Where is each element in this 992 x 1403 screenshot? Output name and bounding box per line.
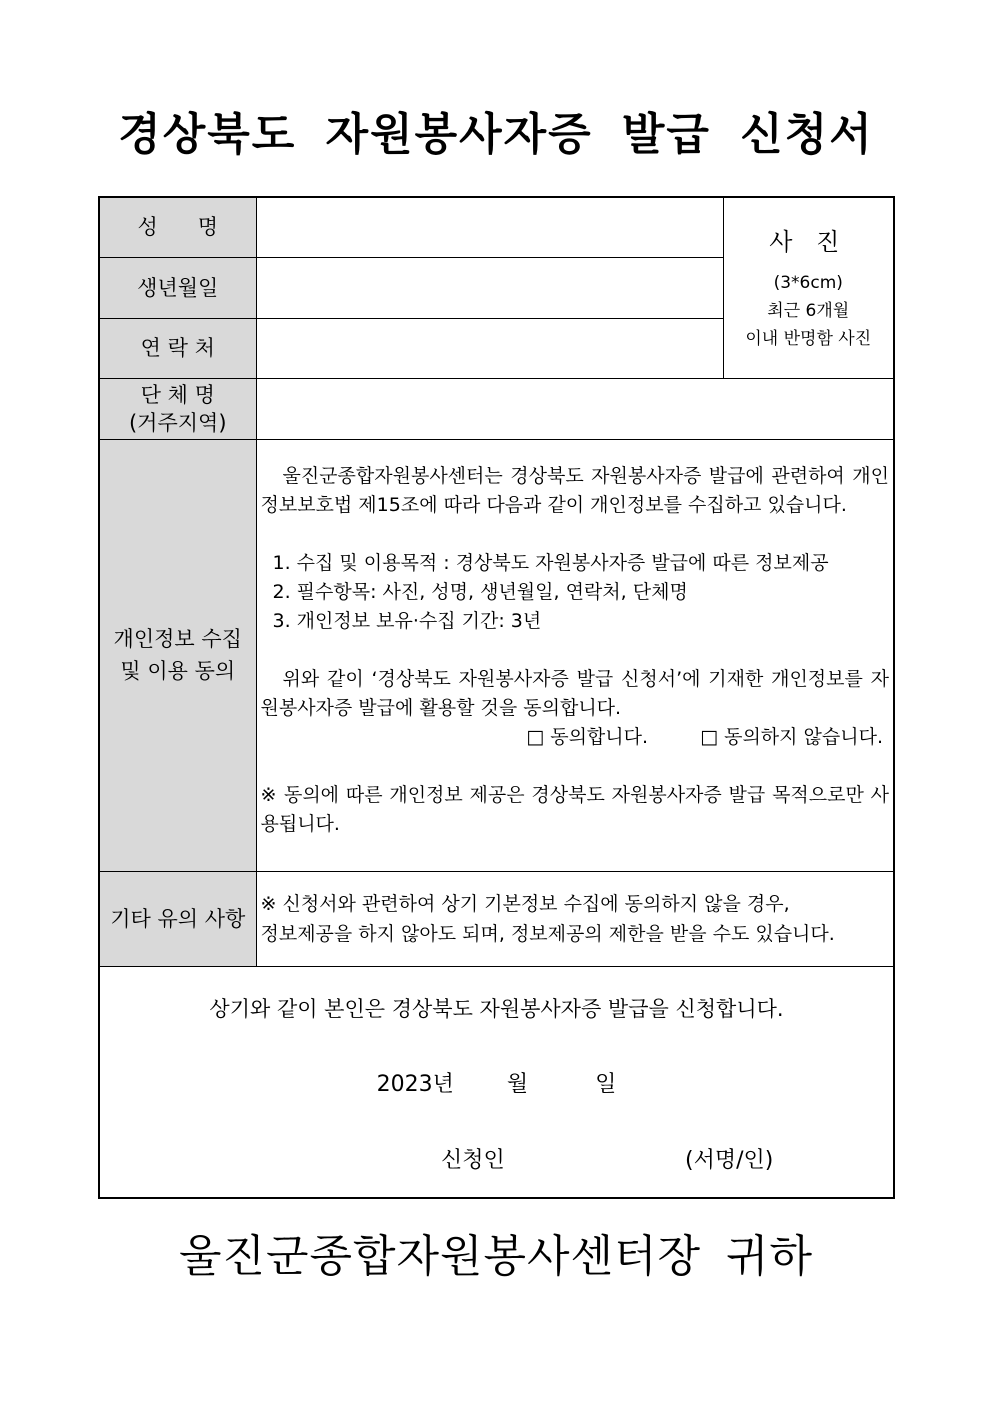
- consent-content: [256, 439, 894, 871]
- consent-label-line-2: 및 이용 동의: [120, 659, 236, 683]
- applicant-label: 신청인: [441, 1147, 505, 1173]
- consent-checkboxes: [261, 723, 890, 752]
- photo-title: 사 진: [769, 228, 848, 257]
- consent-footnote: ※ 동의에 따른 개인정보 제공은 경상북도 자원봉사자증 발급 목적으로만 사용됩니다.: [260, 783, 889, 835]
- group-label: [99, 378, 256, 439]
- notes-line-1: ※ 신청서와 관련하여 상기 기본정보 수집에 동의하지 않을 경우,: [260, 892, 790, 915]
- contact-field[interactable]: [256, 318, 723, 378]
- consent-label: [99, 439, 256, 871]
- application-date: [100, 1067, 893, 1098]
- birth-field[interactable]: [256, 257, 723, 318]
- agree-checkbox[interactable]: □ 동의합니다.: [526, 725, 649, 748]
- recipient-footer: 울진군종합자원봉사센터장 귀하: [178, 1231, 814, 1282]
- consent-label-line-1: 개인정보 수집: [113, 627, 242, 651]
- consent-agreement: 위와 같이 ‘경상북도 자원봉사자증 발급 신청서’에 기재한 개인정보를 자원봉사자증 발급에 활용할 것을 동의합니다.: [260, 667, 889, 719]
- birth-label-text: 생년월일: [137, 275, 219, 300]
- date-year: 2023년: [376, 1071, 454, 1097]
- consent-item-2: 2. 필수항목: 사진, 성명, 생년월일, 연락처, 단체명: [272, 580, 688, 603]
- photo-box[interactable]: [723, 197, 894, 378]
- consent-intro: 울진군종합자원봉사센터는 경상북도 자원봉사자증 발급에 관련하여 개인정보보호법 제15조에 따라 다음과 같이 개인정보를 수집하고 있습니다.: [260, 464, 889, 516]
- photo-size: (3*6cm): [773, 273, 843, 294]
- declaration-section: [99, 966, 894, 1198]
- notes-line-2: 정보제공을 하지 않아도 되며, 정보제공의 제한을 받을 수도 있습니다.: [260, 922, 835, 945]
- group-field[interactable]: [256, 378, 894, 439]
- consent-item-1: 1. 수집 및 이용목적 : 경상북도 자원봉사자증 발급에 따른 정보제공: [272, 551, 829, 574]
- name-label: [99, 197, 256, 257]
- date-day[interactable]: 일: [595, 1071, 617, 1097]
- group-label-line-2: (거주지역): [128, 410, 227, 435]
- birth-label: [99, 257, 256, 318]
- photo-note-1: 최근 6개월: [767, 301, 850, 322]
- disagree-checkbox[interactable]: □ 동의하지 않습니다.: [700, 725, 883, 748]
- notes-label: [99, 871, 256, 966]
- page-title: 경상북도 자원봉사자증 발급 신청서: [118, 109, 874, 160]
- name-label-text: 성 명: [137, 215, 219, 240]
- group-label-line-1: 단 체 명: [140, 382, 215, 407]
- photo-note-2: 이내 반명함 사진: [745, 329, 872, 350]
- consent-item-3: 3. 개인정보 보유·수집 기간: 3년: [272, 609, 542, 632]
- signature-field[interactable]: (서명/인): [685, 1147, 774, 1173]
- notes-content: [256, 871, 894, 966]
- name-field[interactable]: [256, 197, 723, 257]
- declaration-text: 상기와 같이 본인은 경상북도 자원봉사자증 발급을 신청합니다.: [209, 996, 784, 1021]
- contact-label-text: 연 락 처: [140, 336, 215, 360]
- application-form: [98, 196, 895, 1199]
- notes-label-text: 기타 유의 사항: [110, 906, 246, 931]
- contact-label: [99, 318, 256, 378]
- date-month[interactable]: 월: [506, 1071, 529, 1097]
